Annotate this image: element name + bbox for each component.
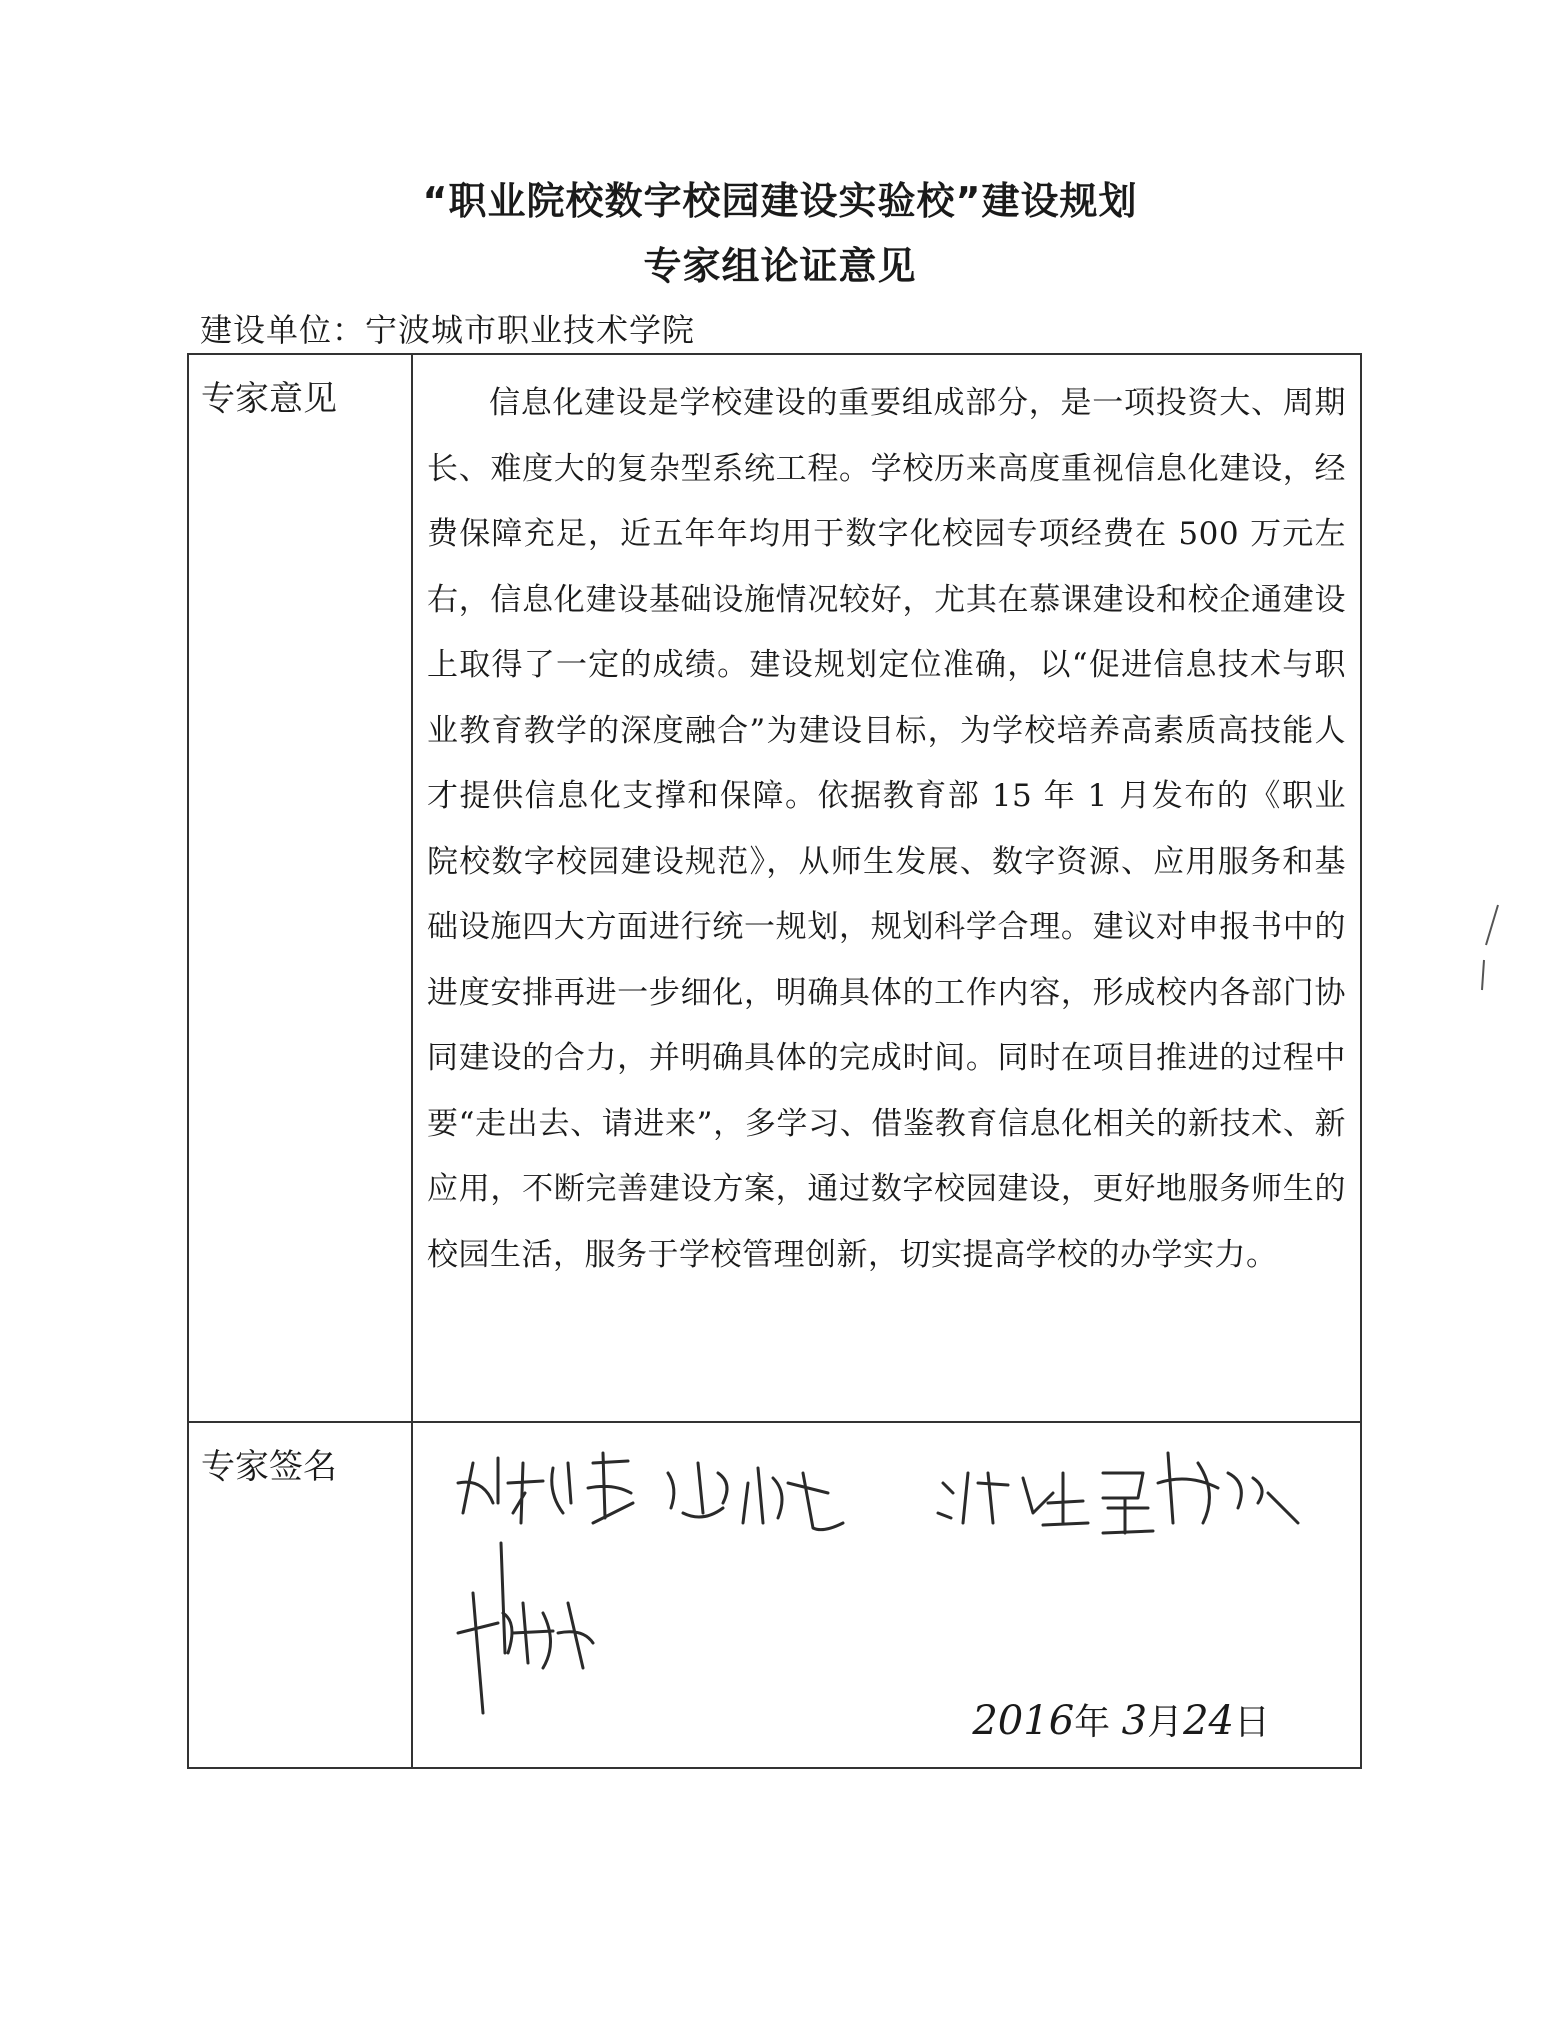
opinion-text: 信息化建设是学校建设的重要组成部分，是一项投资大、周期长、难度大的复杂型系统工程。学校历来高度重视信息化建设，经费保障充足，近五年年均用于数字化校园专项经费在 500 万元左右，信息化建设基础设施情况较好，尤其在慕课建设和校企通建设上取得了一定的成绩。建设规划定位准确，以“促进信息技术与职业教育教学的深度融合”为建设目标，为学校培养高素质高技能人才提供信息化支撑和保障。依据教育部 15 年 1 月发布的《职业院校数字校园建设规范》，从师生发展、数字资源、应用服务和基础设施四大方面进行统一规划，规划科学合理。建议对申报书中的进度安排再进一步细化，明确具体的工作内容，形成校内各部门协同建设的合力，并明确具体的完成时间。同时在项目推进的过程中要“走出去、请进来”，多学习、借鉴教育信息化相关的新技术、新应用，不断完善建设方案，通过数字校园建设，更好地服务师生的校园生活，服务于学校管理创新，切实提高学校的办学实力。	[427, 385, 1346, 1273]
construction-unit: 建设单位：宁波城市职业技术学院	[200, 311, 696, 349]
opinion-form-table	[187, 353, 1362, 1769]
signature-1	[458, 1453, 633, 1653]
opinion-cell	[412, 354, 1361, 1422]
date-day-char: 日	[1233, 1702, 1270, 1743]
signature-date	[972, 1694, 1270, 1745]
opinion-label: 专家意见	[188, 354, 412, 1422]
signature-4	[1158, 1453, 1298, 1523]
date-year-char: 年	[1074, 1702, 1111, 1743]
signature-5	[458, 1593, 593, 1713]
signature-label: 专家签名	[188, 1422, 412, 1768]
signature-cell	[412, 1422, 1361, 1768]
document-title: “职业院校数字校园建设实验校”建设规划	[422, 179, 1138, 223]
margin-pen-mark	[1478, 900, 1508, 1000]
date-day: 24	[1183, 1698, 1234, 1744]
signature-2	[668, 1463, 843, 1530]
date-month-char: 月	[1147, 1702, 1184, 1743]
signature-area	[413, 1423, 1360, 1751]
date-year: 2016	[972, 1698, 1075, 1744]
date-month: 3	[1121, 1698, 1148, 1744]
signature-3	[938, 1473, 1153, 1533]
document-subtitle: 专家组论证意见	[643, 244, 917, 288]
